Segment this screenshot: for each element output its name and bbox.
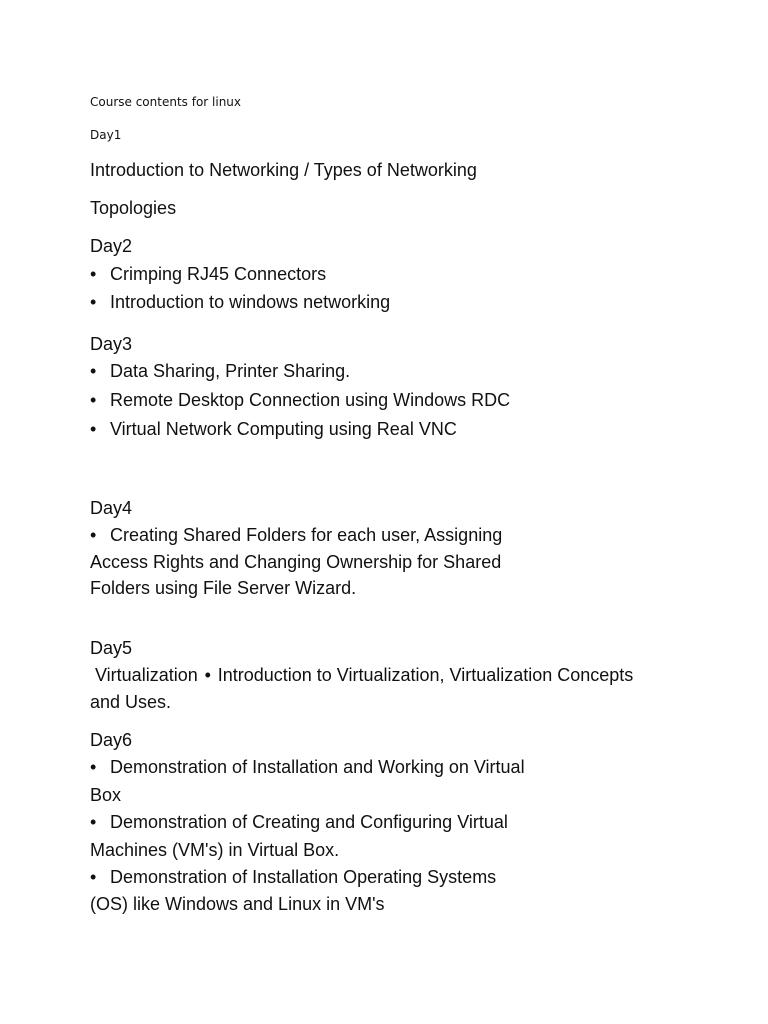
day3-item-1: Data Sharing, Printer Sharing. [110, 361, 351, 381]
day6-line-4: Machines (VM's) in Virtual Box. [90, 840, 340, 860]
bullet-icon: • [90, 419, 97, 439]
day1-line-2: Topologies [90, 198, 177, 218]
day3-item-3: Virtual Network Computing using Real VNC [110, 419, 457, 439]
day6-text-1: Demonstration of Installation and Working on Virtual [110, 757, 525, 777]
day4-line-1 [90, 524, 502, 546]
day5-topic: Virtualization [95, 665, 198, 685]
day3-list-item [90, 360, 350, 382]
day2-heading: Day2 [90, 236, 133, 256]
day3-item-2: Remote Desktop Connection using Windows RDC [110, 390, 511, 410]
day1-line-1: Introduction to Networking / Types of Networking [90, 160, 477, 180]
bullet-icon: • [90, 867, 97, 887]
day3-heading: Day3 [90, 334, 133, 354]
day2-item-2: Introduction to windows networking [110, 292, 391, 312]
bullet-icon: • [90, 292, 97, 312]
bullet-icon: • [90, 264, 97, 284]
day5-line-2: and Uses. [90, 692, 172, 712]
bullet-icon: • [90, 361, 97, 381]
day6-text-5: Demonstration of Installation Operating Systems [110, 867, 497, 887]
bullet-icon: • [90, 525, 97, 545]
day4-line-3: Folders using File Server Wizard. [90, 578, 357, 598]
day3-list-item [90, 389, 510, 411]
day5-heading: Day5 [90, 638, 133, 658]
day6-line-5 [90, 866, 496, 888]
day3-list-item [90, 418, 457, 440]
bullet-icon: • [204, 665, 211, 685]
day6-line-2: Box [90, 785, 122, 805]
course-title: Course contents for linux [90, 95, 242, 109]
bullet-icon: • [90, 812, 97, 832]
day5-text-1: Introduction to Virtualization, Virtualization Concepts [217, 665, 634, 685]
day2-item-1: Crimping RJ45 Connectors [110, 264, 327, 284]
day4-text-1: Creating Shared Folders for each user, Assigning [110, 525, 503, 545]
day6-text-3: Demonstration of Creating and Configuring Virtual [110, 812, 508, 832]
day4-line-2: Access Rights and Changing Ownership for Shared [90, 552, 502, 572]
day6-line-3 [90, 811, 508, 833]
bullet-icon: • [90, 390, 97, 410]
day6-heading: Day6 [90, 730, 133, 750]
day5-line-1 [90, 664, 633, 686]
day2-list-item [90, 263, 326, 285]
day4-heading: Day4 [90, 498, 133, 518]
day1-heading: Day1 [90, 128, 122, 142]
bullet-icon: • [90, 757, 97, 777]
day6-line-1 [90, 756, 525, 778]
day6-line-6: (OS) like Windows and Linux in VM's [90, 894, 385, 914]
day2-list-item [90, 291, 390, 313]
